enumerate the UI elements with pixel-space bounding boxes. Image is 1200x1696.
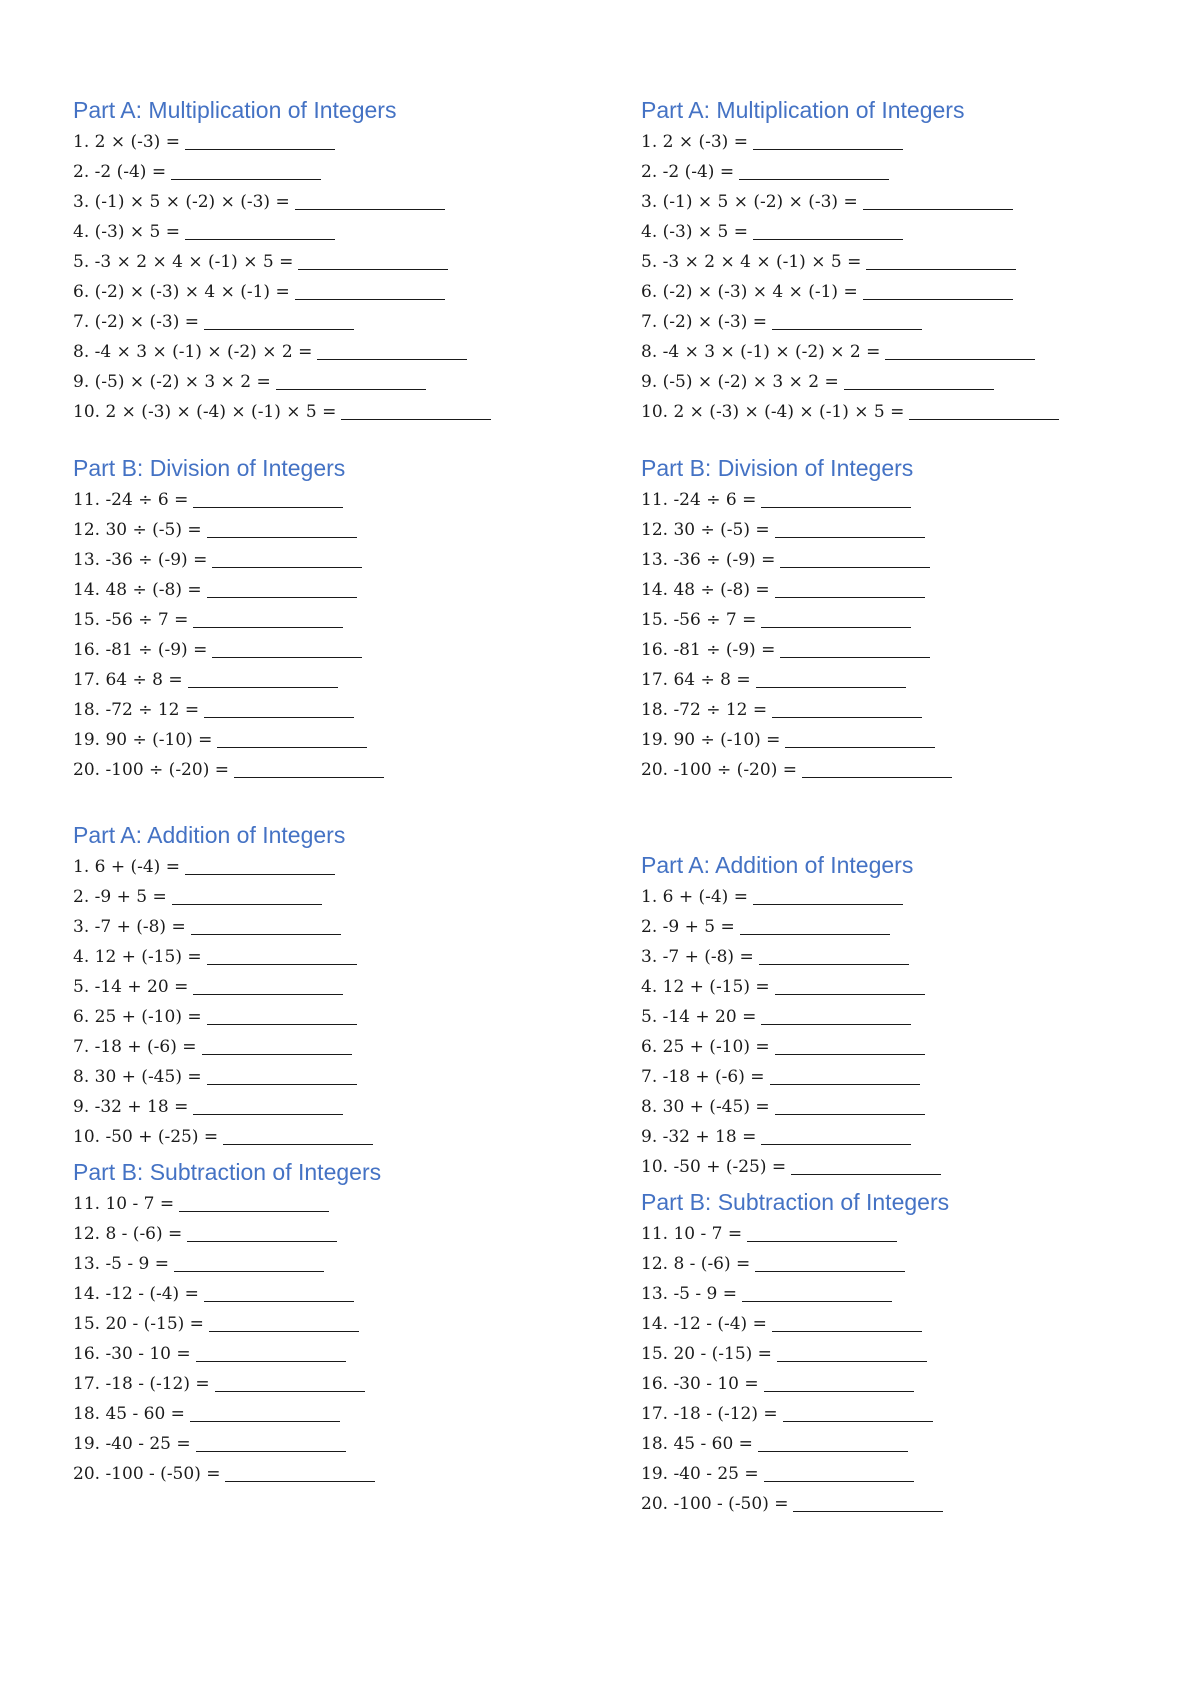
answer-blank[interactable]: [753, 886, 903, 905]
problem-text: 20. -100 ÷ (-20) =: [73, 760, 229, 780]
answer-blank[interactable]: [204, 311, 354, 330]
problem-text: 16. -81 ÷ (-9) =: [641, 640, 776, 660]
answer-blank[interactable]: [764, 1373, 914, 1392]
subtraction-section: [641, 1185, 1161, 1519]
answer-blank[interactable]: [747, 1223, 897, 1242]
answer-blank[interactable]: [196, 1343, 346, 1362]
problem-text: 11. -24 ÷ 6 =: [641, 490, 757, 510]
section-heading: Part A: Addition of Integers: [73, 822, 346, 848]
problem-item: [73, 1002, 593, 1032]
problem-text: 6. 25 + (-10) =: [641, 1037, 770, 1057]
answer-blank[interactable]: [777, 1343, 927, 1362]
problem-text: 8. 30 + (-45) =: [641, 1097, 770, 1117]
problem-text: 2. -2 (-4) =: [641, 162, 735, 182]
answer-blank[interactable]: [185, 221, 335, 240]
problem-item: [73, 247, 593, 277]
answer-blank[interactable]: [298, 251, 448, 270]
problem-text: 13. -5 - 9 =: [641, 1284, 738, 1304]
problem-item: [641, 665, 1161, 695]
problem-text: 5. -14 + 20 =: [73, 977, 189, 997]
answer-blank[interactable]: [212, 549, 362, 568]
problem-list: [73, 485, 593, 785]
problem-text: 3. -7 + (-8) =: [73, 917, 186, 937]
problem-item: [641, 1249, 1161, 1279]
left-column: [73, 0, 593, 1696]
problem-item: [641, 1489, 1161, 1519]
problem-text: 11. 10 - 7 =: [641, 1224, 743, 1244]
problem-item: [641, 545, 1161, 575]
answer-blank[interactable]: [863, 281, 1013, 300]
problem-text: 18. 45 - 60 =: [641, 1434, 753, 1454]
answer-blank[interactable]: [234, 759, 384, 778]
answer-blank[interactable]: [196, 1433, 346, 1452]
answer-blank[interactable]: [295, 191, 445, 210]
problem-item: [73, 337, 593, 367]
problem-item: [73, 725, 593, 755]
problem-text: 8. 30 + (-45) =: [73, 1067, 202, 1087]
problem-text: 9. (-5) × (-2) × 3 × 2 =: [641, 372, 839, 392]
answer-blank[interactable]: [761, 1126, 911, 1145]
problem-text: 6. (-2) × (-3) × 4 × (-1) =: [641, 282, 858, 302]
problem-text: 7. (-2) × (-3) =: [641, 312, 767, 332]
answer-blank[interactable]: [742, 1283, 892, 1302]
problem-item: [641, 157, 1161, 187]
problem-item: [641, 1062, 1161, 1092]
problem-text: 3. -7 + (-8) =: [641, 947, 754, 967]
problem-text: 7. -18 + (-6) =: [641, 1067, 765, 1087]
answer-blank[interactable]: [207, 579, 357, 598]
answer-blank[interactable]: [190, 1403, 340, 1422]
problem-item: [641, 1092, 1161, 1122]
answer-blank[interactable]: [863, 191, 1013, 210]
problem-item: [641, 575, 1161, 605]
addition-section: [73, 818, 593, 1152]
problem-item: [73, 217, 593, 247]
problem-list: [641, 485, 1161, 785]
problem-item: [641, 1429, 1161, 1459]
problem-text: 15. -56 ÷ 7 =: [641, 610, 757, 630]
answer-blank[interactable]: [761, 609, 911, 628]
answer-blank[interactable]: [783, 1403, 933, 1422]
answer-blank[interactable]: [179, 1193, 329, 1212]
problem-text: 9. (-5) × (-2) × 3 × 2 =: [73, 372, 271, 392]
answer-blank[interactable]: [193, 609, 343, 628]
problem-item: [73, 882, 593, 912]
answer-blank[interactable]: [207, 1006, 357, 1025]
problem-item: [73, 1122, 593, 1152]
problem-item: [641, 725, 1161, 755]
problem-item: [641, 972, 1161, 1002]
problem-item: [73, 1399, 593, 1429]
answer-blank[interactable]: [866, 251, 1016, 270]
answer-blank[interactable]: [775, 1096, 925, 1115]
problem-item: [641, 695, 1161, 725]
answer-blank[interactable]: [215, 1373, 365, 1392]
answer-blank[interactable]: [207, 946, 357, 965]
answer-blank[interactable]: [844, 371, 994, 390]
problem-text: 12. 8 - (-6) =: [73, 1224, 183, 1244]
problem-item: [641, 1399, 1161, 1429]
problem-text: 19. -40 - 25 =: [73, 1434, 191, 1454]
division-section: [73, 451, 593, 785]
problem-list: [641, 882, 1161, 1182]
problem-item: [73, 1279, 593, 1309]
answer-blank[interactable]: [756, 669, 906, 688]
answer-blank[interactable]: [223, 1126, 373, 1145]
problem-text: 1. 2 × (-3) =: [73, 132, 180, 152]
answer-blank[interactable]: [276, 371, 426, 390]
problem-text: 9. -32 + 18 =: [641, 1127, 757, 1147]
problem-text: 20. -100 - (-50) =: [641, 1494, 789, 1514]
answer-blank[interactable]: [295, 281, 445, 300]
answer-blank[interactable]: [885, 341, 1035, 360]
answer-blank[interactable]: [207, 519, 357, 538]
answer-blank[interactable]: [225, 1463, 375, 1482]
problem-item: [641, 635, 1161, 665]
problem-text: 13. -36 ÷ (-9) =: [641, 550, 776, 570]
problem-item: [73, 755, 593, 785]
problem-item: [641, 1219, 1161, 1249]
answer-blank[interactable]: [185, 856, 335, 875]
problem-text: 2. -9 + 5 =: [73, 887, 167, 907]
problem-item: [73, 972, 593, 1002]
problem-item: [73, 1062, 593, 1092]
answer-blank[interactable]: [761, 1006, 911, 1025]
problem-item: [641, 1152, 1161, 1182]
problem-text: 16. -30 - 10 =: [73, 1344, 191, 1364]
problem-text: 13. -36 ÷ (-9) =: [73, 550, 208, 570]
problem-text: 7. (-2) × (-3) =: [73, 312, 199, 332]
answer-blank[interactable]: [753, 221, 903, 240]
problem-text: 15. -56 ÷ 7 =: [73, 610, 189, 630]
problem-text: 10. 2 × (-3) × (-4) × (-1) × 5 =: [73, 402, 337, 422]
right-column: [641, 0, 1161, 1696]
problem-text: 2. -9 + 5 =: [641, 917, 735, 937]
problem-item: [73, 1309, 593, 1339]
problem-item: [641, 605, 1161, 635]
problem-item: [73, 695, 593, 725]
problem-text: 8. -4 × 3 × (-1) × (-2) × 2 =: [641, 342, 881, 362]
problem-item: [641, 1309, 1161, 1339]
answer-blank[interactable]: [217, 729, 367, 748]
section-heading: Part B: Division of Integers: [73, 455, 346, 481]
multiplication-section: [73, 93, 593, 427]
answer-blank[interactable]: [209, 1313, 359, 1332]
problem-item: [73, 1189, 593, 1219]
problem-item: [73, 1369, 593, 1399]
answer-blank[interactable]: [793, 1493, 943, 1512]
problem-text: 15. 20 - (-15) =: [73, 1314, 204, 1334]
answer-blank[interactable]: [171, 161, 321, 180]
problem-item: [641, 912, 1161, 942]
section-heading: Part A: Multiplication of Integers: [73, 97, 397, 123]
problem-item: [641, 367, 1161, 397]
answer-blank[interactable]: [202, 1036, 352, 1055]
problem-text: 3. (-1) × 5 × (-2) × (-3) =: [641, 192, 858, 212]
problem-text: 4. 12 + (-15) =: [73, 947, 202, 967]
problem-text: 1. 6 + (-4) =: [641, 887, 748, 907]
problem-text: 18. -72 ÷ 12 =: [73, 700, 200, 720]
problem-item: [73, 1459, 593, 1489]
answer-blank[interactable]: [341, 401, 491, 420]
problem-text: 5. -3 × 2 × 4 × (-1) × 5 =: [73, 252, 294, 272]
problem-item: [641, 187, 1161, 217]
problem-item: [73, 605, 593, 635]
problem-text: 18. 45 - 60 =: [73, 1404, 185, 1424]
answer-blank[interactable]: [753, 131, 903, 150]
problem-item: [641, 1002, 1161, 1032]
problem-list: [641, 1219, 1161, 1519]
answer-blank[interactable]: [188, 669, 338, 688]
problem-item: [641, 1459, 1161, 1489]
problem-item: [73, 912, 593, 942]
problem-list: [73, 127, 593, 427]
problem-text: 9. -32 + 18 =: [73, 1097, 189, 1117]
problem-item: [73, 127, 593, 157]
problem-text: 4. (-3) × 5 =: [641, 222, 748, 242]
problem-item: [73, 545, 593, 575]
problem-item: [73, 1429, 593, 1459]
problem-item: [73, 942, 593, 972]
problem-item: [73, 187, 593, 217]
problem-text: 12. 30 ÷ (-5) =: [73, 520, 202, 540]
answer-blank[interactable]: [193, 1096, 343, 1115]
problem-text: 17. -18 - (-12) =: [641, 1404, 778, 1424]
problem-item: [641, 127, 1161, 157]
problem-item: [641, 397, 1161, 427]
problem-text: 17. 64 ÷ 8 =: [641, 670, 751, 690]
problem-text: 10. -50 + (-25) =: [641, 1157, 787, 1177]
problem-item: [641, 217, 1161, 247]
problem-text: 4. 12 + (-15) =: [641, 977, 770, 997]
problem-item: [73, 1092, 593, 1122]
problem-item: [641, 247, 1161, 277]
problem-item: [73, 1339, 593, 1369]
problem-text: 16. -30 - 10 =: [641, 1374, 759, 1394]
problem-text: 10. 2 × (-3) × (-4) × (-1) × 5 =: [641, 402, 905, 422]
problem-text: 12. 8 - (-6) =: [641, 1254, 751, 1274]
problem-item: [641, 485, 1161, 515]
answer-blank[interactable]: [772, 311, 922, 330]
problem-text: 1. 2 × (-3) =: [641, 132, 748, 152]
section-heading: Part A: Multiplication of Integers: [641, 97, 965, 123]
answer-blank[interactable]: [755, 1253, 905, 1272]
answer-blank[interactable]: [759, 946, 909, 965]
problem-item: [73, 515, 593, 545]
problem-text: 16. -81 ÷ (-9) =: [73, 640, 208, 660]
problem-text: 19. -40 - 25 =: [641, 1464, 759, 1484]
problem-text: 14. 48 ÷ (-8) =: [73, 580, 202, 600]
problem-item: [641, 1122, 1161, 1152]
problem-text: 19. 90 ÷ (-10) =: [73, 730, 213, 750]
answer-blank[interactable]: [212, 639, 362, 658]
problem-text: 7. -18 + (-6) =: [73, 1037, 197, 1057]
problem-item: [73, 1219, 593, 1249]
problem-item: [641, 1032, 1161, 1062]
problem-item: [73, 157, 593, 187]
problem-item: [641, 515, 1161, 545]
problem-item: [641, 1339, 1161, 1369]
problem-text: 5. -14 + 20 =: [641, 1007, 757, 1027]
answer-blank[interactable]: [174, 1253, 324, 1272]
problem-item: [73, 367, 593, 397]
answer-blank[interactable]: [775, 579, 925, 598]
division-section: [641, 451, 1161, 785]
problem-item: [641, 1369, 1161, 1399]
section-heading: Part B: Subtraction of Integers: [641, 1189, 950, 1215]
problem-list: [73, 852, 593, 1152]
problem-item: [641, 755, 1161, 785]
problem-text: 8. -4 × 3 × (-1) × (-2) × 2 =: [73, 342, 313, 362]
answer-blank[interactable]: [758, 1433, 908, 1452]
answer-blank[interactable]: [193, 489, 343, 508]
problem-item: [73, 635, 593, 665]
problem-item: [73, 1249, 593, 1279]
problem-text: 17. -18 - (-12) =: [73, 1374, 210, 1394]
problem-item: [73, 852, 593, 882]
problem-text: 20. -100 - (-50) =: [73, 1464, 221, 1484]
section-heading: Part B: Division of Integers: [641, 455, 914, 481]
answer-blank[interactable]: [775, 519, 925, 538]
problem-text: 1. 6 + (-4) =: [73, 857, 180, 877]
section-heading: Part A: Addition of Integers: [641, 852, 914, 878]
answer-blank[interactable]: [187, 1223, 337, 1242]
answer-blank[interactable]: [772, 1313, 922, 1332]
answer-blank[interactable]: [770, 1066, 920, 1085]
problem-text: 6. (-2) × (-3) × 4 × (-1) =: [73, 282, 290, 302]
answer-blank[interactable]: [791, 1156, 941, 1175]
problem-item: [641, 277, 1161, 307]
problem-item: [73, 307, 593, 337]
answer-blank[interactable]: [185, 131, 335, 150]
problem-text: 20. -100 ÷ (-20) =: [641, 760, 797, 780]
answer-blank[interactable]: [780, 639, 930, 658]
answer-blank[interactable]: [193, 976, 343, 995]
problem-text: 17. 64 ÷ 8 =: [73, 670, 183, 690]
problem-item: [641, 307, 1161, 337]
answer-blank[interactable]: [740, 916, 890, 935]
problem-item: [641, 337, 1161, 367]
answer-blank[interactable]: [909, 401, 1059, 420]
problem-item: [73, 575, 593, 605]
problem-text: 2. -2 (-4) =: [73, 162, 167, 182]
problem-text: 11. -24 ÷ 6 =: [73, 490, 189, 510]
problem-text: 14. -12 - (-4) =: [73, 1284, 199, 1304]
problem-item: [73, 1032, 593, 1062]
answer-blank[interactable]: [207, 1066, 357, 1085]
problem-item: [641, 1279, 1161, 1309]
multiplication-section: [641, 93, 1161, 427]
problem-item: [641, 882, 1161, 912]
problem-text: 13. -5 - 9 =: [73, 1254, 170, 1274]
answer-blank[interactable]: [761, 489, 911, 508]
problem-text: 11. 10 - 7 =: [73, 1194, 175, 1214]
problem-text: 12. 30 ÷ (-5) =: [641, 520, 770, 540]
answer-blank[interactable]: [780, 549, 930, 568]
answer-blank[interactable]: [317, 341, 467, 360]
problem-text: 19. 90 ÷ (-10) =: [641, 730, 781, 750]
problem-text: 6. 25 + (-10) =: [73, 1007, 202, 1027]
answer-blank[interactable]: [775, 1036, 925, 1055]
answer-blank[interactable]: [764, 1463, 914, 1482]
answer-blank[interactable]: [772, 699, 922, 718]
section-heading: Part B: Subtraction of Integers: [73, 1159, 382, 1185]
problem-list: [73, 1189, 593, 1489]
problem-text: 18. -72 ÷ 12 =: [641, 700, 768, 720]
problem-list: [641, 127, 1161, 427]
answer-blank[interactable]: [739, 161, 889, 180]
answer-blank[interactable]: [204, 1283, 354, 1302]
answer-blank[interactable]: [802, 759, 952, 778]
problem-item: [73, 485, 593, 515]
problem-text: 14. -12 - (-4) =: [641, 1314, 767, 1334]
problem-text: 10. -50 + (-25) =: [73, 1127, 219, 1147]
problem-text: 5. -3 × 2 × 4 × (-1) × 5 =: [641, 252, 862, 272]
problem-item: [73, 665, 593, 695]
problem-text: 3. (-1) × 5 × (-2) × (-3) =: [73, 192, 290, 212]
problem-text: 15. 20 - (-15) =: [641, 1344, 772, 1364]
addition-section: [641, 848, 1161, 1182]
problem-item: [73, 277, 593, 307]
answer-blank[interactable]: [172, 886, 322, 905]
answer-blank[interactable]: [785, 729, 935, 748]
answer-blank[interactable]: [204, 699, 354, 718]
subtraction-section: [73, 1155, 593, 1489]
problem-item: [73, 397, 593, 427]
answer-blank[interactable]: [191, 916, 341, 935]
answer-blank[interactable]: [775, 976, 925, 995]
problem-text: 14. 48 ÷ (-8) =: [641, 580, 770, 600]
problem-item: [641, 942, 1161, 972]
problem-text: 4. (-3) × 5 =: [73, 222, 180, 242]
